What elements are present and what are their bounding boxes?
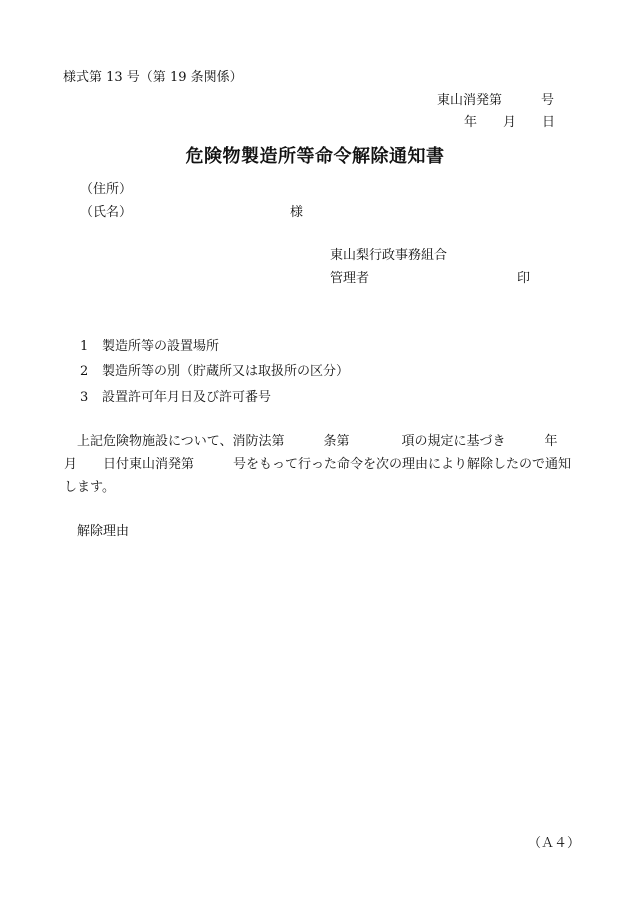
- honorific: 様: [290, 205, 304, 220]
- form-number: 様式第 13 号（第 19 条関係）: [63, 70, 243, 85]
- name-label: （氏名）: [80, 205, 133, 220]
- notice-body-text: 上記危険物施設について、消防法第 条第 項の規定に基づき 年 月 日付東山消発第 号をもって行った命令を次の理由により解除したので通知します。: [64, 434, 572, 495]
- list-item: [80, 335, 219, 354]
- address-label: （住所）: [80, 182, 133, 197]
- organization-name: 東山梨行政事務組合: [330, 248, 448, 263]
- manager-label: 管理者: [330, 271, 370, 286]
- list-item: [80, 360, 349, 379]
- item-number: 2: [80, 364, 89, 379]
- document-number: 東山消発第 号: [437, 93, 555, 108]
- item-number: 1: [80, 339, 89, 354]
- seal-mark: 印: [517, 271, 531, 286]
- paper-size: （Ａ４）: [528, 836, 581, 851]
- item-number: 3: [80, 390, 89, 405]
- issue-date: 年 月 日: [464, 115, 556, 130]
- notice-body: [64, 430, 580, 499]
- document-title: 危険物製造所等命令解除通知書: [185, 146, 445, 167]
- list-item: [80, 386, 271, 405]
- item-label: 製造所等の設置場所: [102, 339, 220, 354]
- item-label: 製造所等の別（貯蔵所又は取扱所の区分）: [102, 364, 350, 379]
- reason-label: 解除理由: [77, 524, 130, 539]
- item-label: 設置許可年月日及び許可番号: [102, 390, 272, 405]
